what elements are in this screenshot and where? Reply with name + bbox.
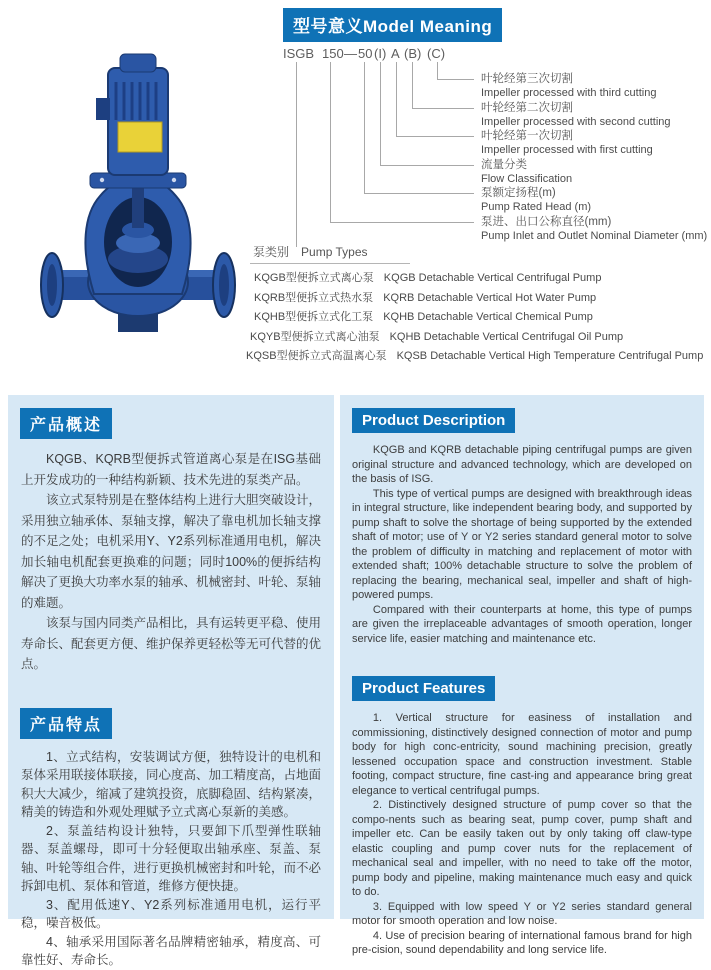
diagram-line bbox=[296, 62, 297, 247]
pump-types-heading: 泵类别 Pump Types bbox=[253, 245, 368, 259]
model-code-token: (C) bbox=[427, 46, 446, 61]
description-paragraph: This type of vertical pumps are designed with breakthrough ideas in integral structure, like independent bearing body, and supported by pump shaft to solve the shortage of being supported by the extended shaft of motor; use of Y or Y2 series standard general motor to solve the problem of difficulty in matching and replacement of motor with extended shaft; 100% detachable structure to solve the problem of replacing the bearing, mechanical seal, impeller and shaft of high-powered pumps. bbox=[352, 487, 692, 601]
diagram-label: 泵额定扬程(m) Pump Rated Head (m) bbox=[481, 187, 592, 213]
feature-en-item: 4. Use of precision bearing of international famous brand for high pre-cision, sound dependability and long service life. bbox=[352, 929, 692, 956]
diagram-line bbox=[330, 62, 331, 222]
diagram-label: 叶轮经第三次切割 Impeller processed with third cutting bbox=[481, 73, 657, 99]
feature-en-item: 2. Distinctively designed structure of pump cover so that the compo-nents such as bearing seat, pump cover, pump shaft and impeller etc. Can be easily taken out by only taking off claw-type elastic coupling and pump cover nuts for the replacement of mechanical seal and impeller, with no need to take off the motor, pump body and pipeline, making maintenance much easy and quick to do. bbox=[352, 799, 692, 898]
feature-zh-item: 1、立式结构，安装调试方便，独特设计的电机和泵体采用联接体联接，同心度高、加工精度高，占地面积大大减少，缩减了建筑投资，底脚稳固、结构紧凑，精美的铸造和外观处理赋予立式离心泵新的美感。 bbox=[21, 749, 322, 819]
diagram-label: 流量分类 Flow Classification bbox=[481, 159, 573, 185]
pump-type-row: KQRB型便拆立式热水泵 KQRB Detachable Vertical Hot Water Pump bbox=[254, 291, 597, 304]
diagram-line bbox=[437, 79, 474, 80]
model-code-token: A bbox=[391, 46, 400, 61]
description-title: Product Description bbox=[352, 408, 515, 433]
pump-type-row: KQSB型便拆立式高温离心泵 KQSB Detachable Vertical High Temperature Centrifugal Pump bbox=[246, 350, 704, 362]
feature-zh-item: 4、轴承采用国际著名品牌精密轴承，精度高、可靠性好、寿命长。 bbox=[21, 934, 321, 967]
diagram-line bbox=[412, 108, 474, 109]
diagram-label: 叶轮经第二次切割 Impeller processed with second cutting bbox=[481, 102, 671, 128]
chinese-panel bbox=[8, 395, 334, 967]
model-code-token: 50 bbox=[358, 46, 373, 61]
feature-en-item: 3. Equipped with low speed Y or Y2 series standard general motor for smooth operation and low noise. bbox=[352, 900, 692, 927]
feature-en-item: 1. Vertical structure for easiness of installation and commissioning, distinctively designed connection of motor and pump body for high conc-entricity, sound machining precision, greatly lessened occupation space and construction investment. Stable footing, compact structure, fine cast-ing and appearance bring great elegance to vertical centrifugal pumps. bbox=[352, 712, 692, 797]
diagram-line bbox=[396, 62, 397, 136]
diagram-line bbox=[412, 62, 413, 108]
pump-type-row: KQHB型便拆立式化工泵 KQHB Detachable Vertical Chemical Pump bbox=[254, 311, 593, 323]
features-zh-title: 产品特点 bbox=[20, 708, 112, 739]
model-code-token: — bbox=[344, 46, 357, 61]
diagram-line bbox=[380, 62, 381, 165]
model-code-token: ISGB bbox=[283, 46, 315, 61]
features-en-body bbox=[352, 711, 692, 958]
pump-types-underline bbox=[250, 263, 410, 264]
model-code-token: (B) bbox=[404, 46, 422, 61]
model-meaning-title: 型号意义Model Meaning bbox=[283, 8, 502, 42]
diagram-label: 叶轮经第一次切割 Impeller processed with first cutting bbox=[481, 130, 653, 156]
description-body bbox=[352, 443, 692, 646]
diagram-line bbox=[364, 193, 474, 194]
model-code-token: 150 bbox=[322, 46, 344, 61]
overview-title: 产品概述 bbox=[20, 408, 112, 439]
diagram-line bbox=[380, 165, 474, 166]
diagram-line bbox=[396, 136, 474, 137]
overview-paragraph: KQGB、KQRB型便拆式管道离心泵是在ISG基础上开发成功的一种结构新颖、技术先进的泵类产品。 bbox=[21, 452, 321, 487]
pump-type-row: KQYB型便拆立式离心油泵 KQHB Detachable Vertical Centrifugal Oil Pump bbox=[250, 330, 624, 343]
overview-paragraph: 该立式泵特别是在整体结构上进行大胆突破设计，采用独立轴承体、泵轴支撑，解决了靠电机加长轴支撑的不足之处；电机采用Y、Y2系列标准通用电机，解决加长轴电机配套更换难的问题；同时100%的便拆结构解决了更换大功率水泵的轴承、机械密封、叶轮、泵轴的难题。 bbox=[21, 493, 322, 610]
overview-paragraph: 该泵与国内同类产品相比，具有运转更平稳、使用寿命长、配套更方便、维护保养更轻松等无可代替的优点。 bbox=[21, 616, 322, 671]
diagram-line bbox=[364, 62, 365, 193]
pump-photo bbox=[22, 46, 252, 332]
diagram-label: 泵进、出口公称直径(mm) Pump Inlet and Outlet Nominal Diameter (mm) bbox=[481, 216, 708, 242]
pump-type-row: KQGB型便拆立式离心泵 KQGB Detachable Vertical Centrifugal Pump bbox=[254, 272, 602, 284]
diagram-line bbox=[437, 62, 438, 79]
feature-zh-item: 2、泵盖结构设计独特，只要卸下爪型弹性联轴器、泵盖螺母，即可十分轻便取出轴承座、泵盖、泵轴、叶轮等组合件，进行更换机械密封和叶轮，而不必拆卸电机、泵体和管道，维修方便快捷。 bbox=[21, 823, 322, 893]
description-paragraph: Compared with their counterparts at home, this type of pumps are given the irreplaceable advantages of smooth operation, longer service life, easier matching and maintenance etc. bbox=[352, 603, 692, 645]
features-en-title: Product Features bbox=[352, 676, 495, 701]
diagram-line bbox=[330, 222, 474, 223]
overview-body bbox=[21, 449, 321, 675]
description-paragraph: KQGB and KQRB detachable piping centrifugal pumps are given original structure and advanced technology, which are developed on the basis of ISG. bbox=[352, 444, 692, 485]
model-code-token: (I) bbox=[374, 46, 387, 61]
feature-zh-item: 3、配用低速Y、Y2系列标准通用电机，运行平稳，噪音极低。 bbox=[21, 897, 321, 930]
pump-types-list bbox=[246, 269, 708, 367]
english-panel bbox=[340, 395, 704, 956]
features-zh-body bbox=[21, 748, 321, 970]
